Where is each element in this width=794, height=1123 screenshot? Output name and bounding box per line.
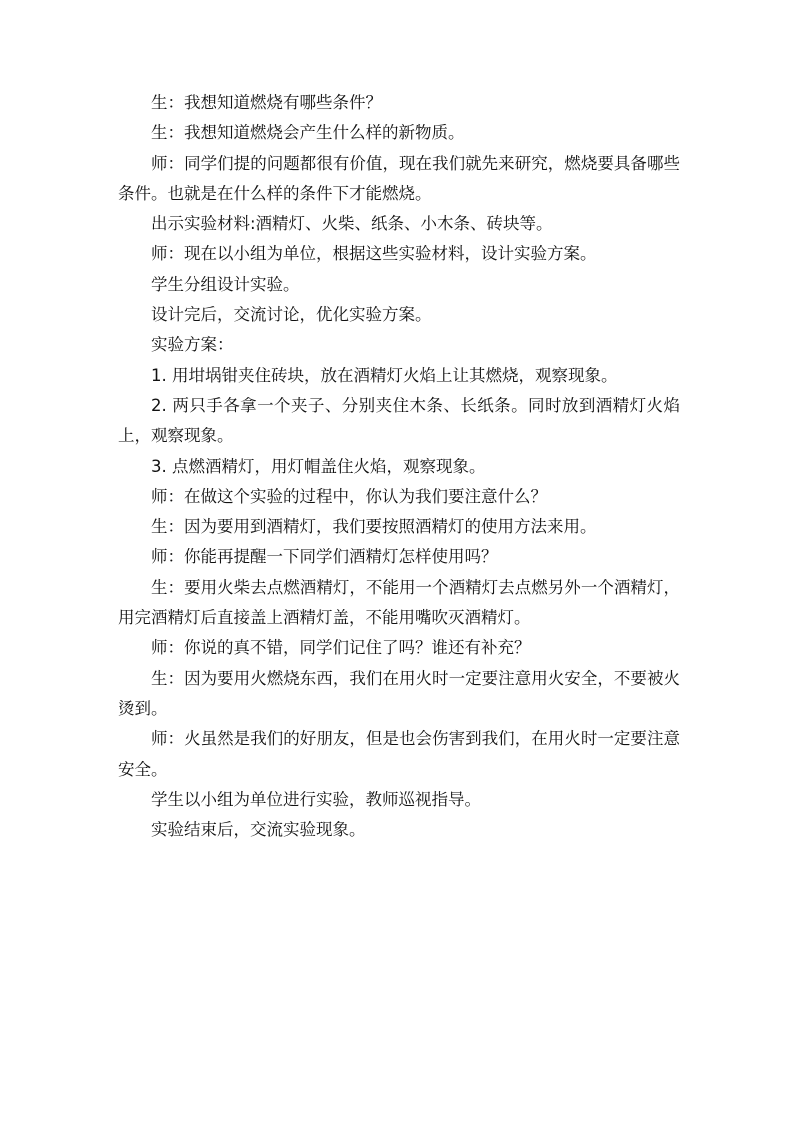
paragraph-group-experiment: 学生以小组为单位进行实验，教师巡视指导。 xyxy=(151,789,481,809)
paragraph-student-question-2: 生：我想知道燃烧会产生什么样的新物质。 xyxy=(151,123,465,143)
paragraph-discussion: 设计完后，交流讨论，优化实验方案。 xyxy=(151,305,432,325)
paragraph-materials: 出示实验材料:酒精灯、火柴、纸条、小木条、砖块等。 xyxy=(151,214,553,234)
paragraph-plan-step-1: 1. 用坩埚钳夹住砖块，放在酒精灯火焰上让其燃烧，观察现象。 xyxy=(151,365,618,385)
paragraph-group-design: 学生分组设计实验。 xyxy=(151,274,300,294)
paragraph-student-fire-safety: 生：因为要用火燃烧东西，我们在用火时一定要注意用火安全，不要被火烫到。 xyxy=(118,668,680,718)
paragraph-student-alcohol-lamp: 生：因为要用到酒精灯，我们要按照酒精灯的使用方法来用。 xyxy=(151,517,597,537)
paragraph-plan-step-2: 2. 两只手各拿一个夹子、分别夹住木条、长纸条。同时放到酒精灯火焰上，观察现象。 xyxy=(118,395,680,446)
paragraph-plan-heading: 实验方案： xyxy=(151,335,234,355)
paragraph-teacher-reminder: 师：你能再提醒一下同学们酒精灯怎样使用吗？ xyxy=(151,547,498,567)
paragraph-exchange-results: 实验结束后，交流实验现象。 xyxy=(151,820,366,840)
paragraph-teacher-caution-question: 师：在做这个实验的过程中，你认为我们要注意什么？ xyxy=(151,486,547,506)
paragraph-student-question-1: 生：我想知道燃烧有哪些条件？ xyxy=(151,93,382,112)
lesson-transcript xyxy=(118,88,680,845)
paragraph-student-lamp-usage: 生：要用火柴去点燃酒精灯，不能用一个酒精灯去点燃另外一个酒精灯，用完酒精灯后直接盖上酒精灯盖，不能用嘴吹灭酒精灯。 xyxy=(118,577,680,628)
paragraph-teacher-fire-safety: 师：火虽然是我们的好朋友，但是也会伤害到我们，在用火时一定要注意安全。 xyxy=(118,729,680,779)
paragraph-teacher-instruction: 师：现在以小组为单位，根据这些实验材料，设计实验方案。 xyxy=(151,244,597,264)
paragraph-teacher-praise: 师：你说的真不错，同学们记住了吗？谁还有补充？ xyxy=(151,638,531,658)
paragraph-plan-step-3: 3. 点燃酒精灯，用灯帽盖住火焰，观察现象。 xyxy=(151,456,486,476)
paragraph-teacher-response: 师：同学们提的问题都很有价值，现在我们就先来研究，燃烧要具备哪些条件。也就是在什么样的条件下才能燃烧。 xyxy=(118,153,680,203)
